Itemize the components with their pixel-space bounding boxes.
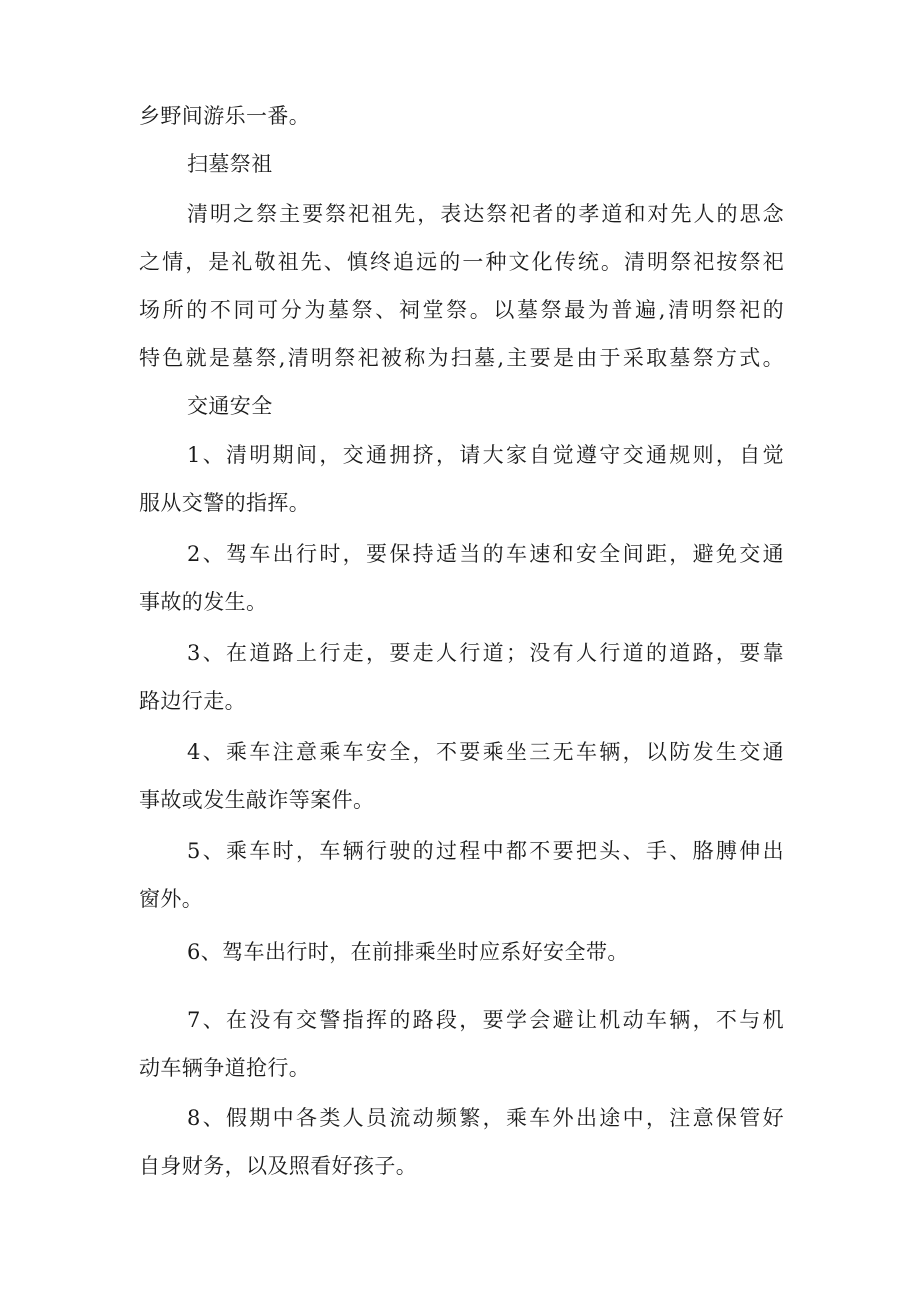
paragraph-line: 1、清明期间，交通拥挤，请大家自觉遵守交通规则，自觉 [187, 443, 784, 467]
paragraph-line: 路边行走。 [139, 689, 246, 713]
paragraph-line: 场所的不同可分为墓祭、祠堂祭。以墓祭最为普遍,清明祭祀的 [139, 298, 784, 322]
paragraph-line: 动车辆争道抢行。 [139, 1056, 311, 1080]
paragraph-line: 自身财务，以及照看好孩子。 [139, 1154, 418, 1178]
paragraph-line: 之情，是礼敬祖先、慎终追远的一种文化传统。清明祭祀按祭祀 [139, 250, 784, 274]
paragraph-line: 事故的发生。 [139, 590, 268, 614]
paragraph-line: 5、乘车时，车辆行驶的过程中都不要把头、手、胳膊伸出 [187, 839, 784, 863]
paragraph-line: 特色就是墓祭,清明祭祀被称为扫墓,主要是由于采取墓祭方式。 [139, 346, 784, 370]
paragraph-line: 8、假期中各类人员流动频繁，乘车外出途中，注意保管好 [187, 1106, 784, 1130]
paragraph-line: 6、驾车出行时，在前排乘坐时应系好安全带。 [187, 940, 629, 964]
paragraph-line: 乡野间游乐一番。 [139, 104, 311, 128]
paragraph-line: 服从交警的指挥。 [139, 491, 311, 515]
section-heading-tomb-sweeping: 扫墓祭祖 [187, 152, 273, 176]
paragraph-line: 事故或发生敲诈等案件。 [139, 788, 375, 812]
section-heading-traffic-safety: 交通安全 [187, 394, 273, 418]
paragraph-line: 清明之祭主要祭祀祖先，表达祭祀者的孝道和对先人的思念 [187, 202, 784, 226]
paragraph-line: 3、在道路上行走，要走人行道；没有人行道的道路，要靠 [187, 641, 784, 665]
paragraph-line: 2、驾车出行时，要保持适当的车速和安全间距，避免交通 [187, 542, 784, 566]
paragraph-line: 窗外。 [139, 887, 204, 911]
paragraph-line: 7、在没有交警指挥的路段，要学会避让机动车辆，不与机 [187, 1008, 784, 1032]
paragraph-line: 4、乘车注意乘车安全，不要乘坐三无车辆，以防发生交通 [187, 740, 784, 764]
